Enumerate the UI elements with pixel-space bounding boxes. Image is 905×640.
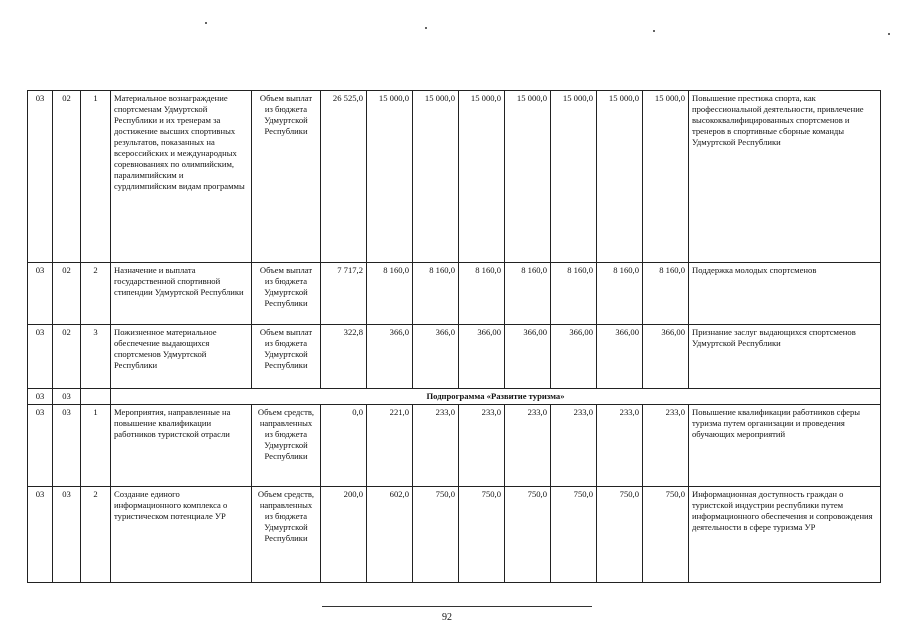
value-cell: 750,0 xyxy=(551,487,597,583)
footer-rule xyxy=(322,606,592,607)
value-cell: 750,0 xyxy=(597,487,643,583)
code-cell: 03 xyxy=(53,487,81,583)
code-cell: 2 xyxy=(81,263,111,325)
value-cell: 750,0 xyxy=(459,487,505,583)
subprogram-heading: Подпрограмма «Развитие туризма» xyxy=(111,389,881,405)
indicator-cell: Объем выплат из бюджета Удмуртской Республики xyxy=(252,325,321,389)
value-cell: 15 000,0 xyxy=(459,91,505,263)
table-row xyxy=(28,487,881,583)
value-cell: 15 000,0 xyxy=(551,91,597,263)
value-cell: 15 000,0 xyxy=(367,91,413,263)
scan-speck xyxy=(653,30,655,32)
result-cell: Повышение квалификации работников сферы туризма путем организации и проведения обучающих мероприятий xyxy=(689,405,881,487)
value-cell: 366,00 xyxy=(643,325,689,389)
value-cell: 322,8 xyxy=(321,325,367,389)
value-cell: 8 160,0 xyxy=(643,263,689,325)
indicator-cell: Объем выплат из бюджета Удмуртской Республики xyxy=(252,263,321,325)
table-row xyxy=(28,405,881,487)
value-cell: 0,0 xyxy=(321,405,367,487)
code-cell: 03 xyxy=(53,405,81,487)
value-cell: 8 160,0 xyxy=(597,263,643,325)
value-cell: 8 160,0 xyxy=(505,263,551,325)
table-row xyxy=(28,325,881,389)
value-cell: 233,0 xyxy=(505,405,551,487)
value-cell: 366,00 xyxy=(505,325,551,389)
value-cell: 233,0 xyxy=(643,405,689,487)
code-cell: 03 xyxy=(28,389,53,405)
code-cell: 03 xyxy=(53,389,81,405)
value-cell: 366,00 xyxy=(551,325,597,389)
value-cell: 233,0 xyxy=(459,405,505,487)
measure-name-cell: Назначение и выплата государственной спортивной стипендии Удмуртской Республики xyxy=(111,263,252,325)
value-cell: 602,0 xyxy=(367,487,413,583)
empty-cell xyxy=(81,389,111,405)
value-cell: 233,0 xyxy=(413,405,459,487)
result-cell: Повышение престижа спорта, как профессиональной деятельности, привлечение высококвалифицированных спортсменов и тренеров в спортивные сборные команды Удмуртской Республики xyxy=(689,91,881,263)
code-cell: 03 xyxy=(28,487,53,583)
program-table xyxy=(27,90,881,583)
measure-name-cell: Пожизненное материальное обеспечение выдающихся спортсменов Удмуртской Республики xyxy=(111,325,252,389)
table-row xyxy=(28,263,881,325)
value-cell: 233,0 xyxy=(551,405,597,487)
scan-speck xyxy=(425,27,427,29)
value-cell: 26 525,0 xyxy=(321,91,367,263)
value-cell: 366,00 xyxy=(597,325,643,389)
value-cell: 7 717,2 xyxy=(321,263,367,325)
measure-name-cell: Материальное вознаграждение спортсменам Удмуртской Республики и их тренерам за достижение высших спортивных результатов, показанных на всероссийских и международных соревнованиях по олимпийским, паралимпийским и сурдлимпийским видам программы xyxy=(111,91,252,263)
code-cell: 3 xyxy=(81,325,111,389)
indicator-cell: Объем выплат из бюджета Удмуртской Республики xyxy=(252,91,321,263)
value-cell: 366,00 xyxy=(459,325,505,389)
code-cell: 02 xyxy=(53,325,81,389)
value-cell: 366,0 xyxy=(413,325,459,389)
code-cell: 1 xyxy=(81,91,111,263)
code-cell: 02 xyxy=(53,91,81,263)
code-cell: 1 xyxy=(81,405,111,487)
value-cell: 8 160,0 xyxy=(459,263,505,325)
code-cell: 03 xyxy=(28,405,53,487)
value-cell: 15 000,0 xyxy=(643,91,689,263)
value-cell: 15 000,0 xyxy=(413,91,459,263)
measure-name-cell: Мероприятия, направленные на повышение квалификации работников туристской отрасли xyxy=(111,405,252,487)
code-cell: 03 xyxy=(28,263,53,325)
value-cell: 221,0 xyxy=(367,405,413,487)
code-cell: 2 xyxy=(81,487,111,583)
result-cell: Признание заслуг выдающихся спортсменов Удмуртской Республики xyxy=(689,325,881,389)
result-cell: Поддержка молодых спортсменов xyxy=(689,263,881,325)
scan-speck xyxy=(888,33,890,35)
value-cell: 8 160,0 xyxy=(413,263,459,325)
value-cell: 15 000,0 xyxy=(505,91,551,263)
code-cell: 03 xyxy=(28,91,53,263)
value-cell: 200,0 xyxy=(321,487,367,583)
value-cell: 750,0 xyxy=(413,487,459,583)
code-cell: 02 xyxy=(53,263,81,325)
table-row xyxy=(28,389,881,405)
indicator-cell: Объем средств, направленных из бюджета Удмуртской Республики xyxy=(252,487,321,583)
measure-name-cell: Создание единого информационного комплекса о туристическом потенциале УР xyxy=(111,487,252,583)
value-cell: 8 160,0 xyxy=(367,263,413,325)
value-cell: 233,0 xyxy=(597,405,643,487)
value-cell: 8 160,0 xyxy=(551,263,597,325)
value-cell: 750,0 xyxy=(505,487,551,583)
value-cell: 366,0 xyxy=(367,325,413,389)
page-number: 92 xyxy=(442,612,452,623)
code-cell: 03 xyxy=(28,325,53,389)
table-row xyxy=(28,91,881,263)
scan-speck xyxy=(205,22,207,24)
value-cell: 15 000,0 xyxy=(597,91,643,263)
result-cell: Информационная доступность граждан о туристской индустрии республики путем информационного обеспечения и сопровождения деятельности в сфере туризма УР xyxy=(689,487,881,583)
value-cell: 750,0 xyxy=(643,487,689,583)
indicator-cell: Объем средств, направленных из бюджета Удмуртской Республики xyxy=(252,405,321,487)
